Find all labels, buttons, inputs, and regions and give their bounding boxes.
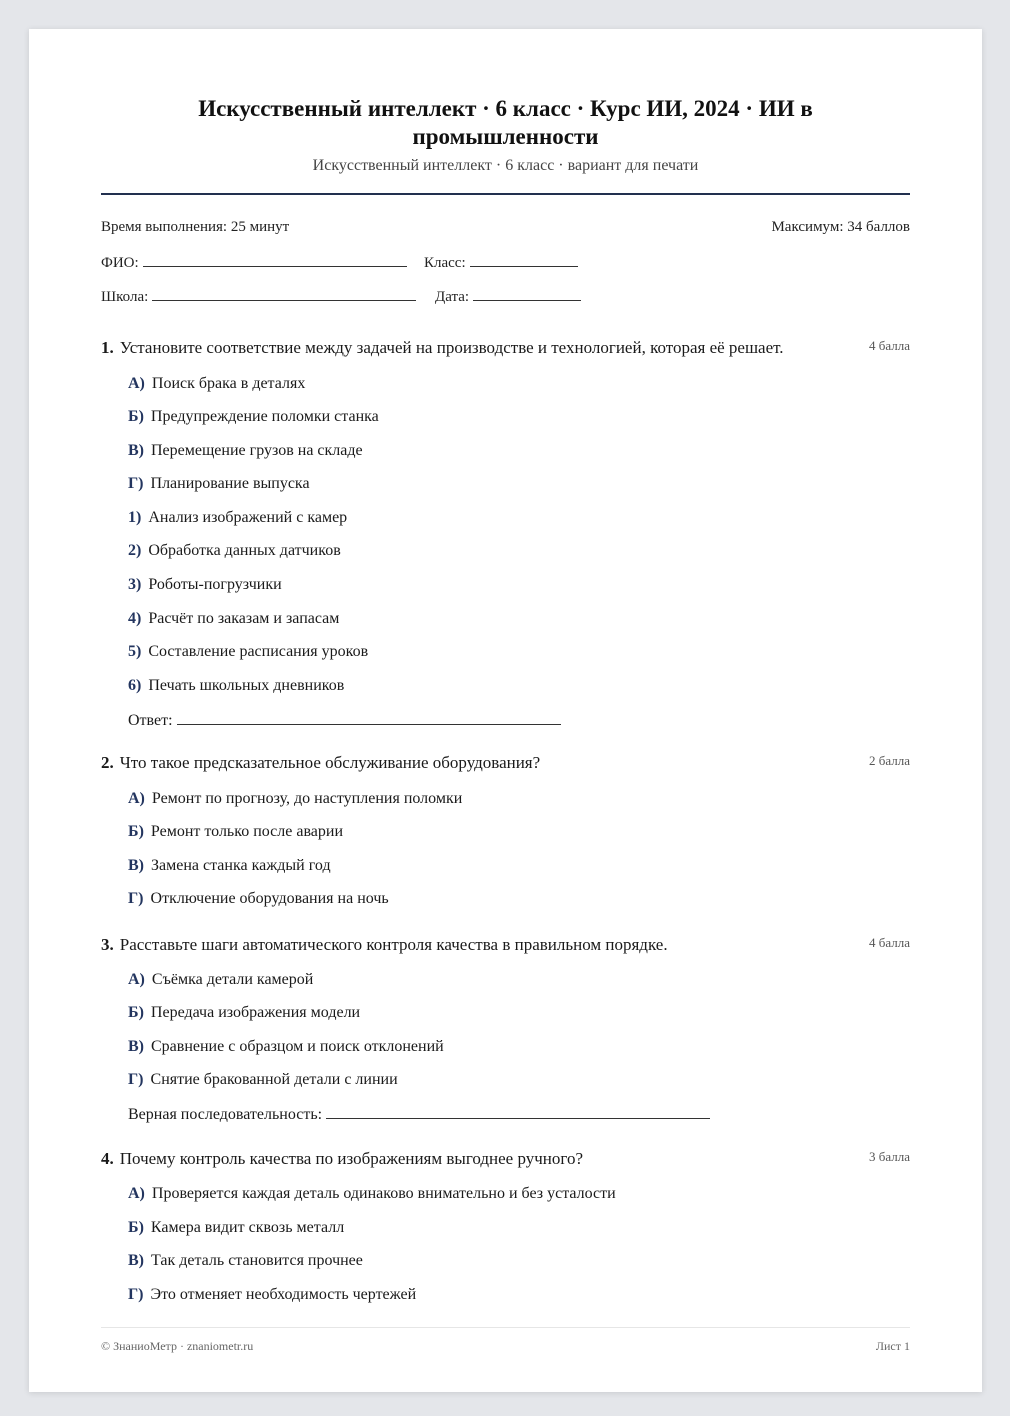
option-label: Б)	[128, 1004, 144, 1021]
option-text: Поиск брака в деталях	[151, 375, 306, 392]
footer-divider	[101, 1327, 910, 1328]
question-number: 1.	[101, 338, 114, 357]
page-title	[101, 95, 910, 151]
fio-field[interactable]	[101, 252, 407, 272]
option	[128, 789, 462, 809]
answer-blank[interactable]	[177, 710, 561, 725]
date-field[interactable]	[435, 286, 581, 306]
question-header	[101, 337, 910, 359]
option-label: Б)	[128, 823, 144, 840]
question-1	[101, 337, 910, 729]
option-label: А)	[128, 790, 145, 807]
option-text: Составление расписания уроков	[148, 643, 369, 660]
option	[128, 1218, 344, 1238]
option-label: Г)	[128, 1071, 144, 1088]
option-label: В)	[128, 1252, 144, 1269]
question-number: 2.	[101, 753, 114, 772]
option	[128, 642, 368, 662]
question-header	[101, 934, 910, 956]
option-label: 6)	[128, 677, 142, 694]
page-footer	[101, 1339, 910, 1354]
option-text: Обработка данных датчиков	[148, 542, 341, 559]
title-line-2: промышленности	[412, 124, 599, 149]
title-line-1: Искусственный интеллект · 6 класс · Курс ИИ, 2024 · ИИ в	[198, 96, 813, 121]
copyright-text: © ЗнаниоМетр · znaniometr.ru	[101, 1339, 254, 1353]
option-label: Г)	[128, 1286, 144, 1303]
question-2	[101, 752, 910, 907]
option-text: Снятие бракованной детали с линии	[150, 1071, 398, 1088]
option	[128, 609, 339, 629]
option-text: Роботы-погрузчики	[148, 576, 282, 593]
option-label: Б)	[128, 1219, 144, 1236]
option	[128, 508, 347, 528]
option-text: Ремонт по прогнозу, до наступления поломки	[151, 790, 463, 807]
option	[128, 474, 310, 494]
header-divider	[101, 193, 910, 195]
option-text: Печать школьных дневников	[148, 677, 345, 694]
option	[128, 822, 343, 842]
answer-label: Верная последовательность:	[128, 1106, 323, 1123]
option	[128, 970, 313, 990]
sheet-number: Лист 1	[875, 1339, 910, 1353]
option	[128, 1184, 616, 1204]
option-label: 3)	[128, 576, 142, 593]
fio-label: ФИО:	[101, 255, 139, 271]
max-score-label: Максимум: 34 баллов	[771, 219, 910, 235]
question-text: Установите соответствие между задачей на производстве и технологией, которая её решает.	[119, 338, 784, 357]
question-text: Что такое предсказательное обслуживание оборудования?	[119, 753, 541, 772]
fio-blank[interactable]	[143, 252, 407, 267]
option-label: 2)	[128, 542, 142, 559]
option	[128, 1251, 363, 1271]
page-subtitle: Искусственный интеллект · 6 класс · вариант для печати	[312, 157, 699, 174]
question-text: Почему контроль качества по изображениям выгоднее ручного?	[119, 1149, 583, 1168]
answer-field[interactable]	[128, 710, 561, 730]
option-text: Съёмка детали камерой	[151, 971, 314, 988]
question-text: Расставьте шаги автоматического контроля качества в правильном порядке.	[119, 935, 668, 954]
option	[128, 889, 389, 909]
option-text: Замена станка каждый год	[151, 857, 331, 874]
option	[128, 1285, 416, 1305]
class-blank[interactable]	[470, 252, 578, 267]
question-number: 4.	[101, 1149, 114, 1168]
answer-blank[interactable]	[326, 1104, 710, 1119]
option	[128, 441, 363, 461]
question-header	[101, 1148, 910, 1170]
question-header	[101, 752, 910, 774]
option	[128, 676, 344, 696]
question-points: 4 балла	[869, 338, 910, 353]
option-label: В)	[128, 857, 144, 874]
option-label: А)	[128, 971, 145, 988]
option-text: Анализ изображений с камер	[148, 509, 348, 526]
option-text: Проверяется каждая деталь одинаково внимательно и без усталости	[151, 1185, 616, 1202]
option-text: Так деталь становится прочнее	[151, 1252, 363, 1269]
option-text: Расчёт по заказам и запасам	[148, 610, 340, 627]
option-text: Передача изображения модели	[150, 1004, 361, 1021]
answer-label: Ответ:	[128, 712, 173, 729]
date-label: Дата:	[435, 289, 470, 305]
question-points: 4 балла	[869, 935, 910, 950]
school-blank[interactable]	[152, 286, 416, 301]
school-field[interactable]	[101, 286, 416, 306]
question-3	[101, 934, 910, 1123]
option-label: А)	[128, 1185, 145, 1202]
question-points: 2 балла	[869, 753, 910, 768]
class-label: Класс:	[424, 255, 466, 271]
question-points: 3 балла	[869, 1149, 910, 1164]
option-label: В)	[128, 1038, 144, 1055]
time-label: Время выполнения: 25 минут	[101, 219, 290, 235]
option-label: А)	[128, 375, 145, 392]
date-blank[interactable]	[473, 286, 581, 301]
option	[128, 541, 341, 561]
option-label: Б)	[128, 408, 144, 425]
option-label: Г)	[128, 475, 144, 492]
option	[128, 1037, 444, 1057]
option-text: Перемещение грузов на складе	[151, 442, 363, 459]
option-text: Это отменяет необходимость чертежей	[150, 1286, 417, 1303]
option	[128, 856, 331, 876]
sequence-answer-field[interactable]	[128, 1104, 710, 1124]
option-label: 1)	[128, 509, 142, 526]
option-text: Отключение оборудования на ночь	[150, 890, 389, 907]
question-4	[101, 1148, 910, 1303]
option-text: Планирование выпуска	[150, 475, 310, 492]
option-text: Сравнение с образцом и поиск отклонений	[151, 1038, 444, 1055]
option	[128, 407, 379, 427]
option-text: Предупреждение поломки станка	[150, 408, 379, 425]
option-label: Г)	[128, 890, 144, 907]
option-text: Камера видит сквозь металл	[150, 1219, 345, 1236]
question-number: 3.	[101, 935, 114, 954]
meta-row	[101, 219, 910, 236]
school-label: Школа:	[101, 289, 149, 305]
class-field[interactable]	[424, 252, 578, 272]
option	[128, 374, 305, 394]
worksheet-page	[29, 29, 982, 1392]
option-label: 5)	[128, 643, 142, 660]
option	[128, 1070, 398, 1090]
option-label: В)	[128, 442, 144, 459]
option-text: Ремонт только после аварии	[150, 823, 344, 840]
option-label: 4)	[128, 610, 142, 627]
option	[128, 1003, 360, 1023]
option	[128, 575, 282, 595]
